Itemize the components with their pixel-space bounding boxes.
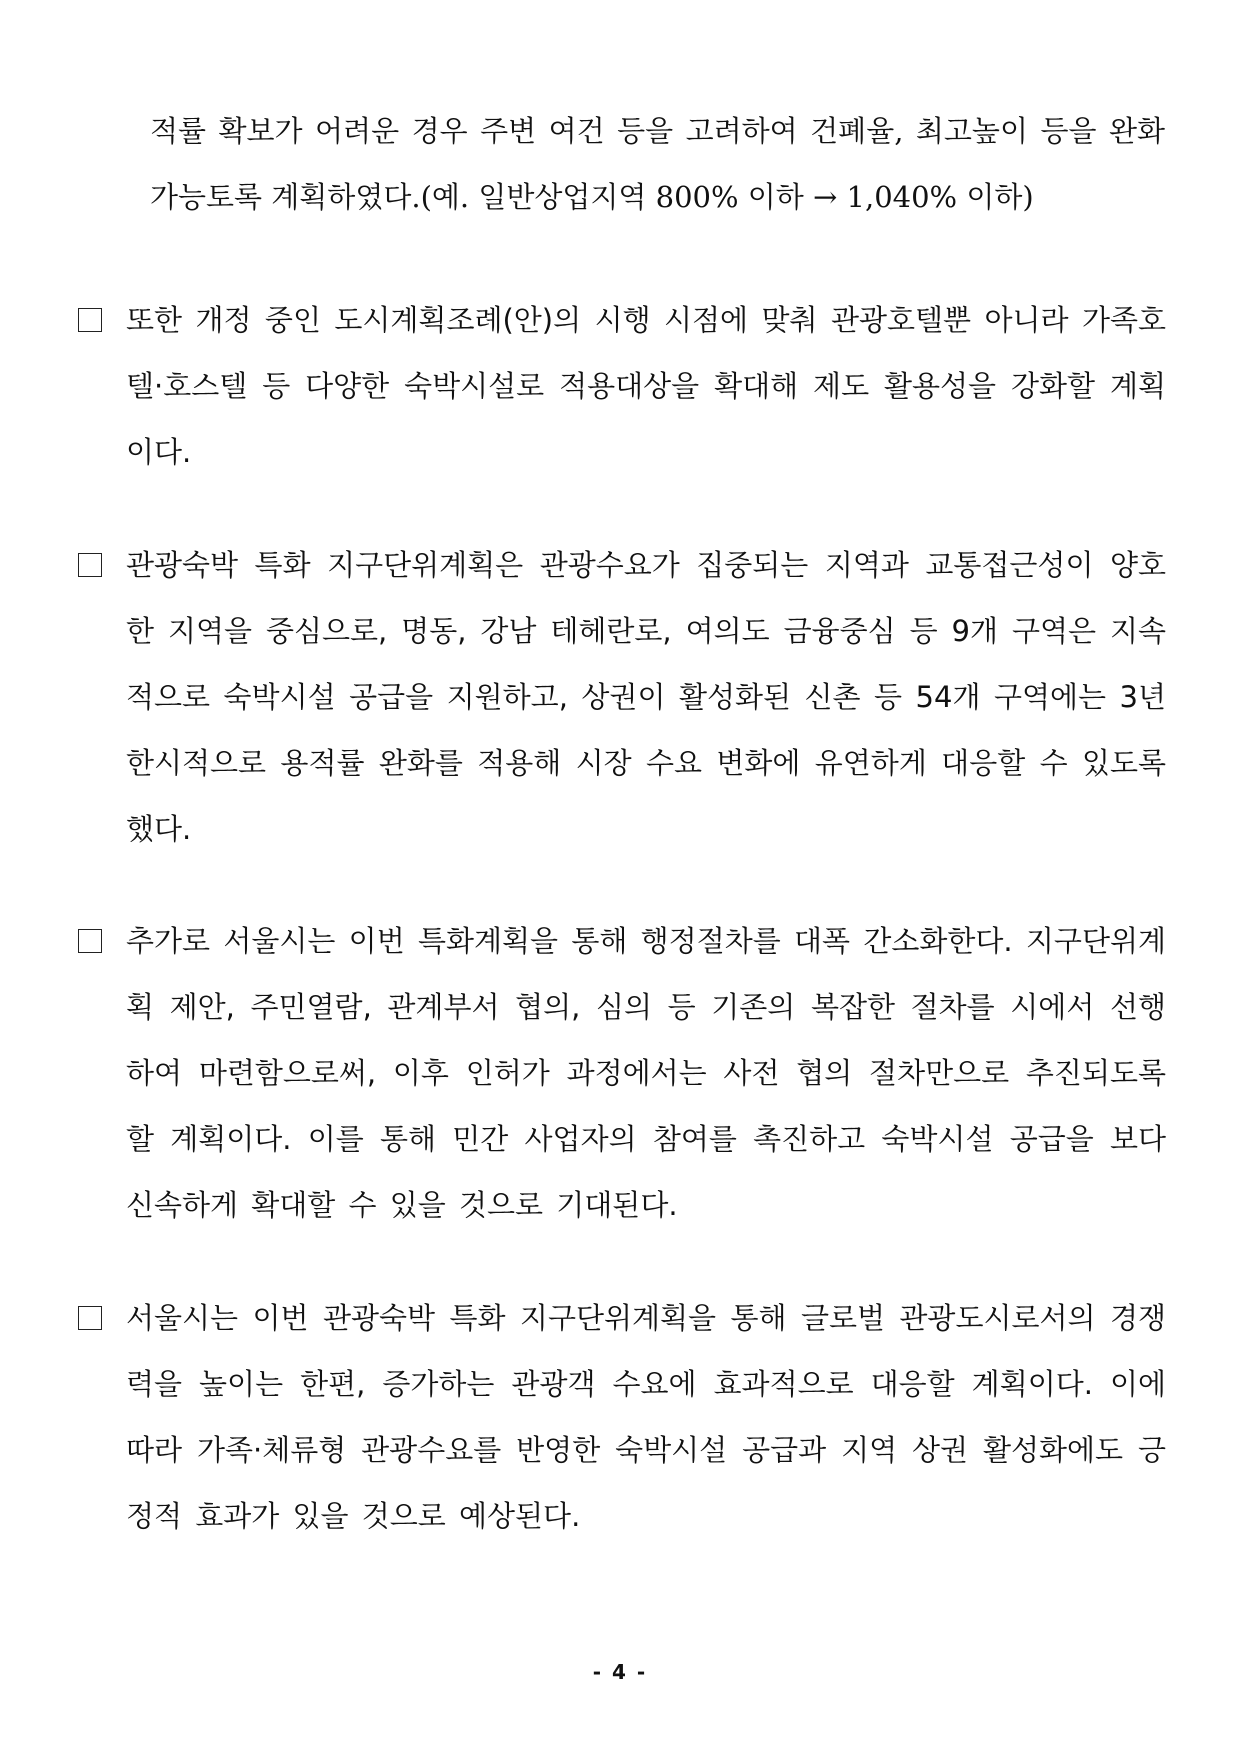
checkbox-bullet-icon [78, 308, 102, 332]
checkbox-bullet-icon [78, 1306, 102, 1330]
page-number: - 4 - [592, 1660, 648, 1684]
paragraph-text: 서울시는 이번 관광숙박 특화 지구단위계획을 통해 글로벌 관광도시로서의 경쟁력을 높이는 한편, 증가하는 관광객 수요에 효과적으로 대응할 계획이다. 이에 따라 가족·체류형 관광수요를 반영한 숙박시설 공급과 지역 상권 활성화에도 긍정적 효과가 있을 것으로 예상된다. [126, 1301, 1166, 1533]
checkbox-bullet-icon [78, 553, 102, 577]
checkbox-bullet-icon [78, 929, 102, 953]
paragraph-text: 추가로 서울시는 이번 특화계획을 통해 행정절차를 대폭 간소화한다. 지구단위계획 제안, 주민열람, 관계부서 협의, 심의 등 기존의 복잡한 절차를 시에서 선행하여 마련함으로써, 이후 인허가 과정에서는 사전 협의 절차만으로 추진되도록 할 계획이다. 이를 통해 민간 사업자의 참여를 촉진하고 숙박시설 공급을 보다 신속하게 확대할 수 있을 것으로 기대된다. [126, 924, 1166, 1222]
paragraph-text: 관광숙박 특화 지구단위계획은 관광수요가 집중되는 지역과 교통접근성이 양호한 지역을 중심으로, 명동, 강남 테헤란로, 여의도 금융중심 등 9개 구역은 지속적으로 숙박시설 공급을 지원하고, 상권이 활성화된 신촌 등 54개 구역에는 3년 한시적으로 용적률 완화를 적용해 시장 수요 변화에 유연하게 대응할 수 있도록 했다. [126, 548, 1166, 846]
paragraph-text: 또한 개정 중인 도시계획조례(안)의 시행 시점에 맞춰 관광호텔뿐 아니라 가족호텔·호스텔 등 다양한 숙박시설로 적용대상을 확대해 제도 활용성을 강화할 계획이다. [126, 303, 1166, 469]
continuation-text: 적률 확보가 어려운 경우 주변 여건 등을 고려하여 건폐율, 최고높이 등을 완화 가능토록 계획하였다.(예. 일반상업지역 800% 이하 → 1,040% 이하) [150, 114, 1165, 214]
